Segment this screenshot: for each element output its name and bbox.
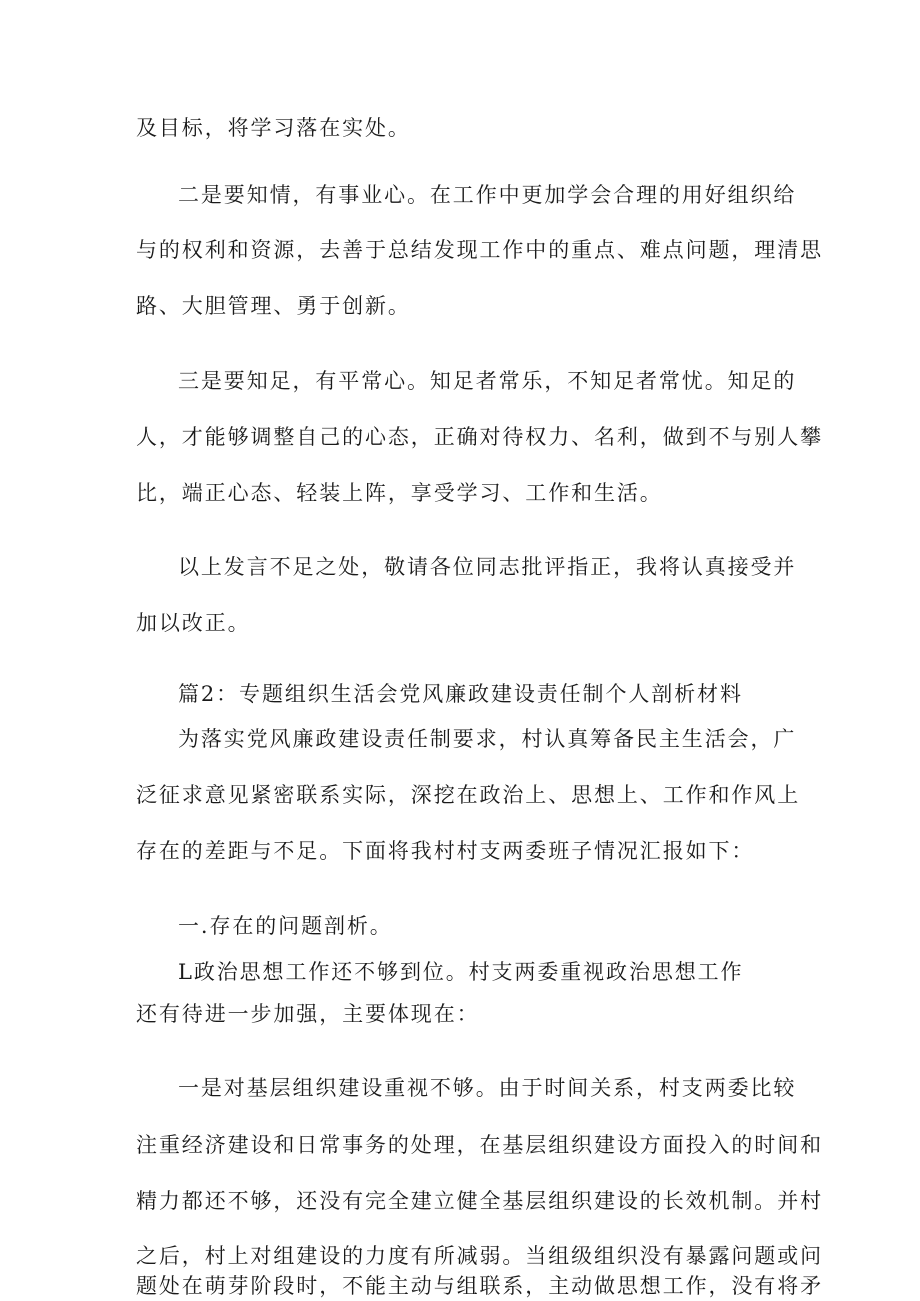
text-line: 注重经济建设和日常事务的处理，在基层组织建设方面投入的时间和 <box>136 1133 823 1157</box>
text-line: L政治思想工作还不够到位。村支两委重视政治思想工作 <box>178 960 744 984</box>
text-line: 三是要知足，有平常心。知足者常乐，不知足者常忧。知足的 <box>178 369 797 393</box>
section-heading: 篇2：专题组织生活会党风廉政建设责任制个人剖析材料 <box>178 682 743 706</box>
text-line: 存在的差距与不足。下面将我村村支两委班子情况汇报如下： <box>136 839 755 863</box>
text-line: 题处在萌芽阶段时，不能主动与组联系，主动做思想工作，没有将矛 <box>136 1274 823 1298</box>
text-line: 人，才能够调整自己的心态，正确对待权力、名利，做到不与别人攀 <box>136 425 823 449</box>
text-line: 之后，村上对组建设的力度有所减弱。当组级组织没有暴露问题或问 <box>136 1244 823 1268</box>
text-line: 还有待进一步加强，主要体现在： <box>136 1002 480 1026</box>
text-line: 精力都还不够，还没有完全建立健全基层组织建设的长效机制。并村 <box>136 1189 823 1213</box>
text-line: 加以改正。 <box>136 611 251 635</box>
text-line: 为落实党风廉政建设责任制要求，村认真筹备民主生活会，广 <box>178 727 797 751</box>
text-line: 一是对基层组织建设重视不够。由于时间关系，村支两委比较 <box>178 1076 797 1100</box>
subheading: 一.存在的问题剖析。 <box>178 914 393 938</box>
text-line: 比，端正心态、轻装上阵，享受学习、工作和生活。 <box>136 481 663 505</box>
text-line: 以上发言不足之处，敬请各位同志批评指正，我将认真接受并 <box>178 555 797 579</box>
text-line: 与的权利和资源，去善于总结发现工作中的重点、难点问题，理清思 <box>136 238 823 262</box>
text-line: 二是要知情，有事业心。在工作中更加学会合理的用好组织给 <box>178 183 797 207</box>
text-line: 及目标，将学习落在实处。 <box>136 116 411 140</box>
text-line: 泛征求意见紧密联系实际，深挖在政治上、思想上、工作和作风上 <box>136 783 801 807</box>
text-line: 路、大胆管理、勇于创新。 <box>136 294 411 318</box>
